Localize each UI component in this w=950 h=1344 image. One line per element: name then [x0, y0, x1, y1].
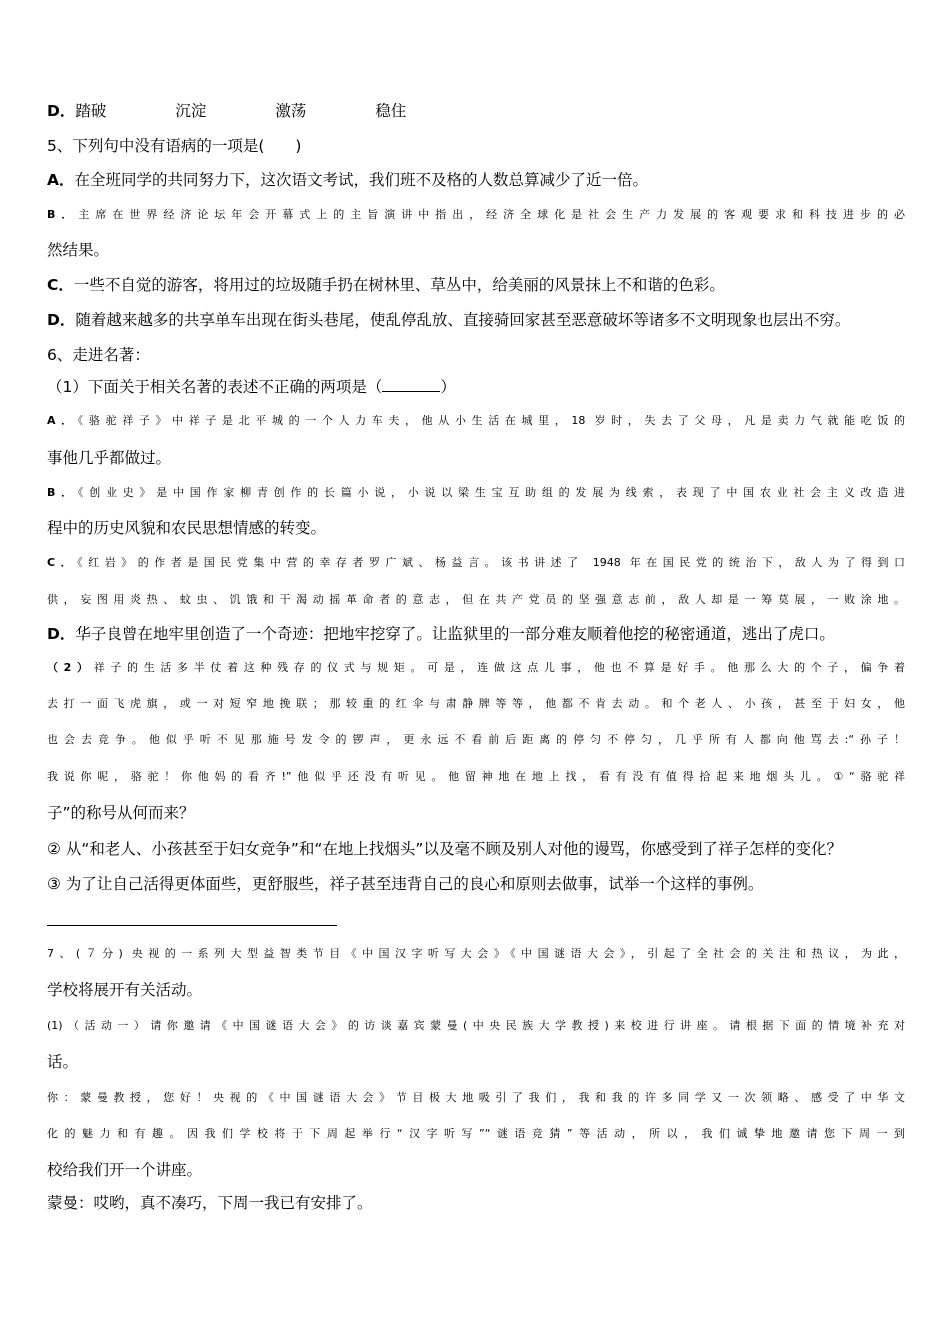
- option-label: C．: [47, 276, 74, 294]
- dialogue-you: 你：蒙曼教授，您好！央视的《中国谜语大会》节目极大地吸引了我们，我和我的许多同学又一次领略、感受了中华文: [47, 1091, 905, 1104]
- option-text: 一些不自觉的游客，将用过的垃圾随手扔在树林里、草丛中，给美丽的风景抹上不和谐的色彩。: [73, 276, 725, 294]
- q6-option-a: [47, 411, 905, 431]
- q6-option-d: [47, 624, 835, 644]
- dialogue-you-cont: 校给我们开一个讲座。: [47, 1161, 203, 1179]
- option-label: D．: [47, 625, 76, 643]
- option-text: 《骆驼祥子》中祥子是北平城的一个人力车夫，他从小生活在城里，18 岁时，失去了父母，凡是卖力气就能吃饭的: [77, 414, 905, 427]
- q5-option-b-cont: 然结果。: [47, 241, 110, 259]
- q7-stem: 7、(７分) 央视的一系列大型益智类节目《中国汉字听写大会》《中国谜语大会》，引起了全社会的关注和热议，为此，: [47, 947, 905, 960]
- q6-option-b: [47, 483, 905, 503]
- q6-sub2-passage: [47, 658, 905, 678]
- option-label: A．: [47, 414, 78, 427]
- option-label: B．: [47, 486, 78, 499]
- passage-line: 也会去竞争。他似乎听不见那施号发令的锣声，更永远不看前后距离的停匀不停匀，几乎所有人都向他骂去:“孙子！: [47, 733, 905, 746]
- q5-option-d: [47, 310, 850, 330]
- option-text: 在全班同学的共同努力下，这次语文考试，我们班不及格的人数总算减少了近一倍。: [74, 171, 649, 189]
- q4-option-d: [47, 101, 406, 121]
- sub1-suffix: ）: [440, 378, 456, 396]
- option-text: 华子良曾在地牢里创造了一个奇迹：把地牢挖穿了。让监狱里的一部分难友顺着他挖的秘密通道，逃出了虎口。: [75, 625, 835, 643]
- option-label: A．: [47, 171, 75, 189]
- option-label: D．: [47, 102, 76, 120]
- option-label: D．: [47, 311, 76, 329]
- q6-option-a-cont: 事他几乎都做过。: [47, 449, 172, 467]
- answer-line[interactable]: [47, 925, 337, 926]
- q5-option-a: [47, 170, 648, 190]
- answer-blank[interactable]: [382, 377, 440, 392]
- option-text: 《创业史》是中国作家柳青创作的长篇小说，小说以梁生宝互助组的发展为线索，表现了中国农业社会主义改造进: [77, 486, 905, 499]
- option-text: 主席在世界经济论坛年会开幕式上的主旨演讲中指出，经济全球化是社会生产力发展的客观要求和科技进步的必: [78, 208, 905, 221]
- q6-option-c-cont: 供，妄图用炎热、蚊虫、饥饿和干渴动摇革命者的意志，但在共产党员的坚强意志前，敌人却是一筹莫展，一败涂地。: [47, 593, 905, 606]
- option-word: 踏破: [75, 102, 107, 120]
- passage-line: 我说你呢，骆驼！你他妈的看齐!”他似乎还没有听见。他留神地在地上找，看有没有值得拾起来地烟头儿。①“骆驼祥: [47, 770, 905, 783]
- passage-line: 子”的称号从何而来？: [47, 804, 195, 822]
- passage-line: 祥子的生活多半仗着这种残存的仪式与规矩。可是，连做这点儿事，他也不算是好手。他那么大的个子，偏争着: [93, 661, 906, 674]
- option-text: 随着越来越多的共享单车出现在街头巷尾，使乱停乱放、直接骑回家甚至恶意破坏等诸多不文明现象也层出不穷。: [75, 311, 851, 329]
- q7-stem-cont: 学校将展开有关活动。: [47, 981, 203, 999]
- q6-option-b-cont: 程中的历史风貌和农民思想情感的转变。: [47, 519, 327, 537]
- option-label: C．: [47, 556, 78, 569]
- q7-part1: (1)（活动一）请你邀请《中国谜语大会》的访谈嘉宾蒙曼(中央民族大学教授)来校进行讲座。请根据下面的情境补充对: [47, 1019, 905, 1032]
- sub2-label: （2）: [47, 661, 94, 674]
- dialogue-mengman: 蒙曼：哎哟，真不凑巧，下周一我已有安排了。: [47, 1194, 373, 1212]
- option-text: 《红岩》的作者是国民党集中营的幸存者罗广斌、杨益言。该书讲述了 1948 年在国民党的统治下，敌人为了得到口: [77, 556, 906, 569]
- option-word: 稳住: [375, 102, 407, 120]
- option-word: 沉淀: [175, 102, 207, 120]
- q6-sub2-question-2: ② 从“和老人、小孩甚至于妇女竞争”和“在地上找烟头”以及毫不顾及别人对他的谩骂，你感受到了祥子怎样的变化？: [47, 840, 842, 858]
- sub1-prefix: （1）下面关于相关名著的表述不正确的两项是（: [47, 378, 383, 396]
- q7-part1-cont: 话。: [47, 1053, 79, 1071]
- q6-sub1-stem: [47, 377, 456, 397]
- option-label: B．: [47, 208, 79, 221]
- passage-line: 去打一面飞虎旗，或一对短窄地挽联；那较重的红伞与肃静牌等等，他都不肯去动。和个老人、小孩，甚至于妇女，他: [47, 697, 905, 710]
- dialogue-you-cont: 化的魅力和有趣。因我们学校将于下周起举行“汉字听写”“谜语竞猜”等活动，所以，我们诚挚地邀请您下周一到: [47, 1127, 905, 1140]
- q6-stem: 6、走进名著：: [47, 346, 150, 364]
- option-word: 激荡: [275, 102, 307, 120]
- q6-option-c: [47, 553, 905, 573]
- q6-sub2-question-3: ③ 为了让自己活得更体面些，更舒服些，祥子甚至违背自己的良心和原则去做事，试举一个这样的事例。: [47, 875, 764, 893]
- q5-option-c: [47, 275, 725, 295]
- q5-stem: 5、下列句中没有语病的一项是( ): [47, 137, 302, 155]
- q5-option-b: [47, 205, 905, 225]
